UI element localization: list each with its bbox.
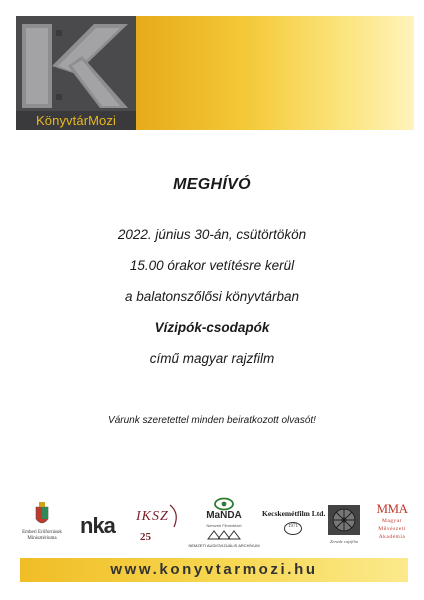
mma-line1: Magyar bbox=[381, 518, 403, 524]
mma-logo bbox=[368, 501, 416, 553]
mma-line3: Akadémia bbox=[378, 534, 406, 540]
swoosh-icon bbox=[134, 503, 184, 533]
sponsor-logos bbox=[0, 495, 424, 555]
manda-subtitle: Nemzeti Filmintézet bbox=[206, 523, 242, 528]
kecskemetfilm-logo bbox=[262, 509, 324, 541]
studio-logo bbox=[326, 503, 362, 551]
film-title: Vízipók-csodapók bbox=[154, 320, 270, 335]
studio-caption: Zenede rajzfilm bbox=[329, 539, 359, 544]
manda-text: MaNDA bbox=[206, 510, 242, 521]
mma-letters: MMA bbox=[376, 501, 408, 516]
date-line: 2022. június 30-án, csütörtökön bbox=[117, 227, 307, 242]
eye-icon bbox=[192, 497, 256, 511]
ministry-name: Emberi Erőforrások Minisztériuma bbox=[22, 530, 62, 541]
konyvtarmozi-logo bbox=[16, 16, 136, 130]
logo-text: KönyvtárMozi bbox=[16, 111, 136, 130]
triangles-icon bbox=[192, 530, 256, 540]
venue-line: a balatonszőlősi könyvtárban bbox=[124, 289, 300, 304]
nka-logo bbox=[80, 513, 120, 539]
film-description: című magyar rajzfilm bbox=[149, 351, 275, 366]
closing-line: Várunk szeretettel minden beiratkozott olvasót! bbox=[108, 415, 316, 426]
footer-bar bbox=[20, 558, 408, 582]
k-letter-icon bbox=[16, 16, 136, 111]
manda-archive-text: NEMZETI AUDIOVIZUÁLIS ARCHÍVUM bbox=[188, 543, 260, 548]
iksz-logo bbox=[134, 503, 184, 551]
ministry-logo bbox=[14, 501, 70, 551]
film-reel-icon bbox=[326, 503, 362, 537]
header-banner bbox=[136, 16, 414, 130]
invitation-title: MEGHÍVÓ bbox=[173, 176, 251, 193]
nka-text: nka bbox=[80, 513, 115, 538]
mma-line2: Művészeti bbox=[378, 526, 406, 532]
kecskemetfilm-text: Kecskemétfilm Ltd. bbox=[262, 509, 326, 518]
iksz-letters: IKSZ bbox=[136, 509, 169, 524]
coat-of-arms-icon bbox=[14, 501, 70, 529]
manda-logo bbox=[188, 497, 260, 555]
website-url[interactable]: www.konyvtarmozi.hu bbox=[110, 561, 318, 578]
iksz-number: 25 bbox=[140, 531, 151, 543]
time-line: 15.00 órakor vetítésre kerül bbox=[129, 258, 295, 273]
kecskemetfilm-year: 1971 bbox=[288, 524, 298, 529]
